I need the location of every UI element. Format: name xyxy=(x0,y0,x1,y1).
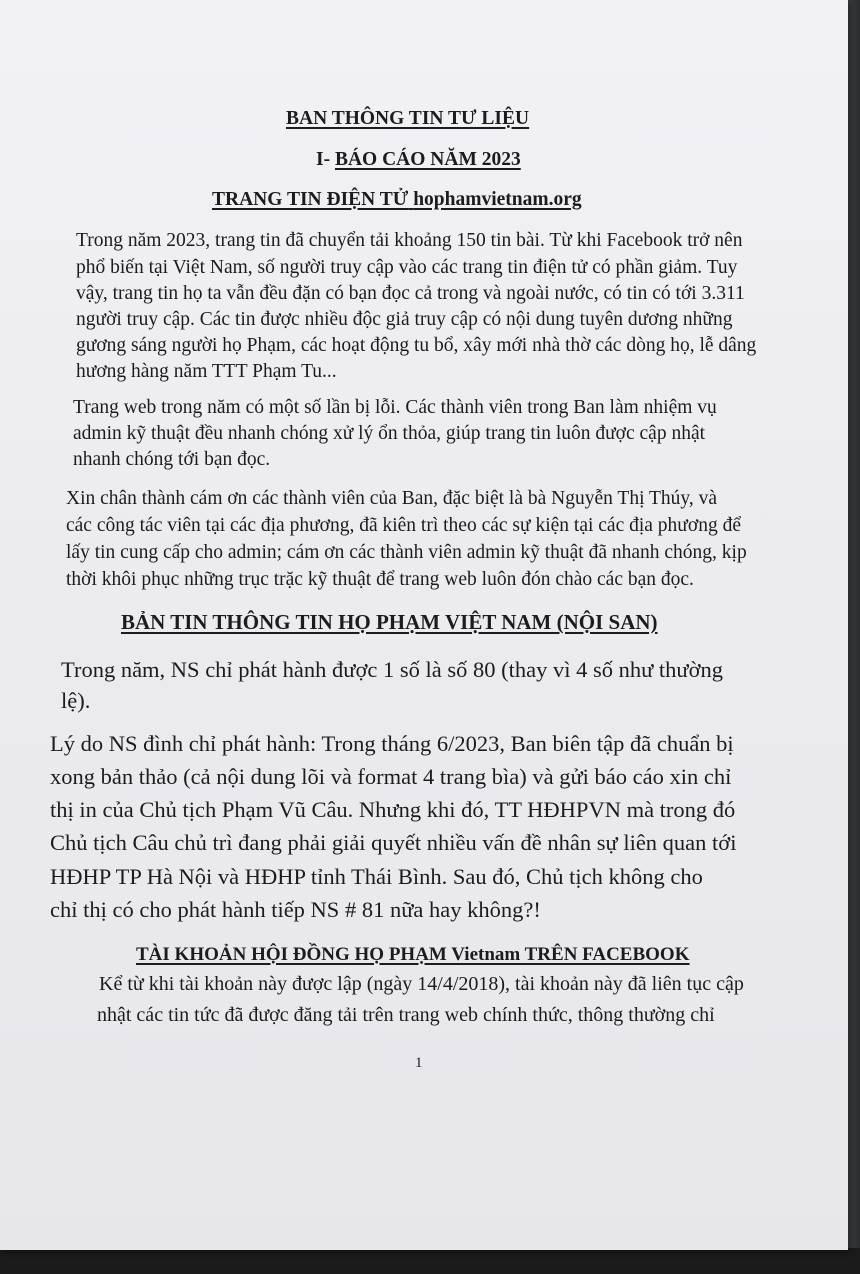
website-heading-site: hophamvietnam.org xyxy=(413,189,582,210)
paragraph-line: các công tác viên tại các địa phương, đã kiên trì theo các sự kiện tại các địa phương để xyxy=(66,515,741,536)
paragraph-line: lấy tin cung cấp cho admin; cám ơn các thành viên admin kỹ thuật đã nhanh chóng, kịp xyxy=(66,542,747,563)
paragraph-line: Trong năm 2023, trang tin đã chuyển tải khoảng 150 tin bài. Từ khi Facebook trở nên xyxy=(76,230,743,251)
paragraph-line: Trang web trong năm có một số lần bị lỗi. Các thành viên trong Ban làm nhiệm vụ xyxy=(73,397,717,418)
paragraph-line: thị in của Chủ tịch Phạm Vũ Câu. Nhưng khi đó, TT HĐHPVN mà trong đó xyxy=(50,797,736,822)
page-number: 1 xyxy=(415,1055,423,1071)
website-heading-prefix: TRANG TIN ĐIỆN TỬ xyxy=(212,189,409,210)
report-heading-prefix: I- xyxy=(316,149,331,170)
paragraph-line: hương hàng năm TTT Phạm Tu... xyxy=(76,361,337,382)
paragraph-line: gương sáng người họ Phạm, các hoạt động tu bổ, xây mới nhà thờ các dòng họ, lễ dâng xyxy=(76,335,757,356)
paragraph-line: vậy, trang tin họ ta vẫn đều đặn có bạn đọc cả trong và ngoài nước, có tin có tới 3.311 xyxy=(76,283,745,304)
paragraph-line: chỉ thị có cho phát hành tiếp NS # 81 nữa hay không?! xyxy=(50,897,541,922)
background-shadow-edge xyxy=(0,1248,860,1274)
paragraph-line: Kể từ khi tài khoản này được lập (ngày 14/4/2018), tài khoản này đã liên tục cập xyxy=(99,973,744,995)
paragraph-line: Trong năm, NS chỉ phát hành được 1 số là số 80 (thay vì 4 số như thường xyxy=(61,657,724,682)
paragraph-line: lệ). xyxy=(61,688,91,713)
paragraph-line: HĐHP TP Hà Nội và HĐHP tỉnh Thái Bình. Sau đó, Chủ tịch không cho xyxy=(50,864,703,889)
document-title: BAN THÔNG TIN TƯ LIỆU xyxy=(286,108,530,129)
paragraph-line: nhanh chóng tới bạn đọc. xyxy=(73,449,271,470)
facebook-section-heading: TÀI KHOẢN HỘI ĐỒNG HỌ PHẠM Vietnam TRÊN FACEBOOK xyxy=(136,944,690,965)
newsletter-section-heading: BẢN TIN THÔNG TIN HỌ PHẠM VIỆT NAM (NỘI SAN) xyxy=(121,610,658,634)
paragraph-line: xong bản thảo (cả nội dung lõi và format 4 trang bìa) và gửi báo cáo xin chỉ xyxy=(50,764,732,789)
report-heading-text: BÁO CÁO NĂM 2023 xyxy=(334,149,521,170)
paragraph-line: Xin chân thành cám ơn các thành viên của Ban, đặc biệt là bà Nguyễn Thị Thúy, và xyxy=(66,488,718,509)
paragraph-line: Lý do NS đình chỉ phát hành: Trong tháng 6/2023, Ban biên tập đã chuẩn bị xyxy=(50,731,734,756)
paragraph-line: admin kỹ thuật đều nhanh chóng xử lý ổn thỏa, giúp trang tin luôn được cập nhật xyxy=(73,423,706,444)
website-section-heading xyxy=(212,189,582,211)
report-heading xyxy=(316,149,521,171)
paragraph-line: nhật các tin tức đã được đăng tải trên trang web chính thức, thông thường chỉ xyxy=(97,1004,715,1026)
paragraph-line: phổ biến tại Việt Nam, số người truy cập vào các trang tin điện tử có phần giảm. Tuy xyxy=(76,257,738,278)
paragraph-line: thời khôi phục những trục trặc kỹ thuật để trang web luôn đón chào các bạn đọc. xyxy=(66,569,694,590)
paragraph-line: Chủ tịch Câu chủ trì đang phải giải quyết nhiều vấn đề nhân sự liên quan tới xyxy=(50,830,737,855)
paragraph-line: người truy cập. Các tin được nhiều độc giả truy cập có nội dung tuyên dương những xyxy=(76,309,733,330)
